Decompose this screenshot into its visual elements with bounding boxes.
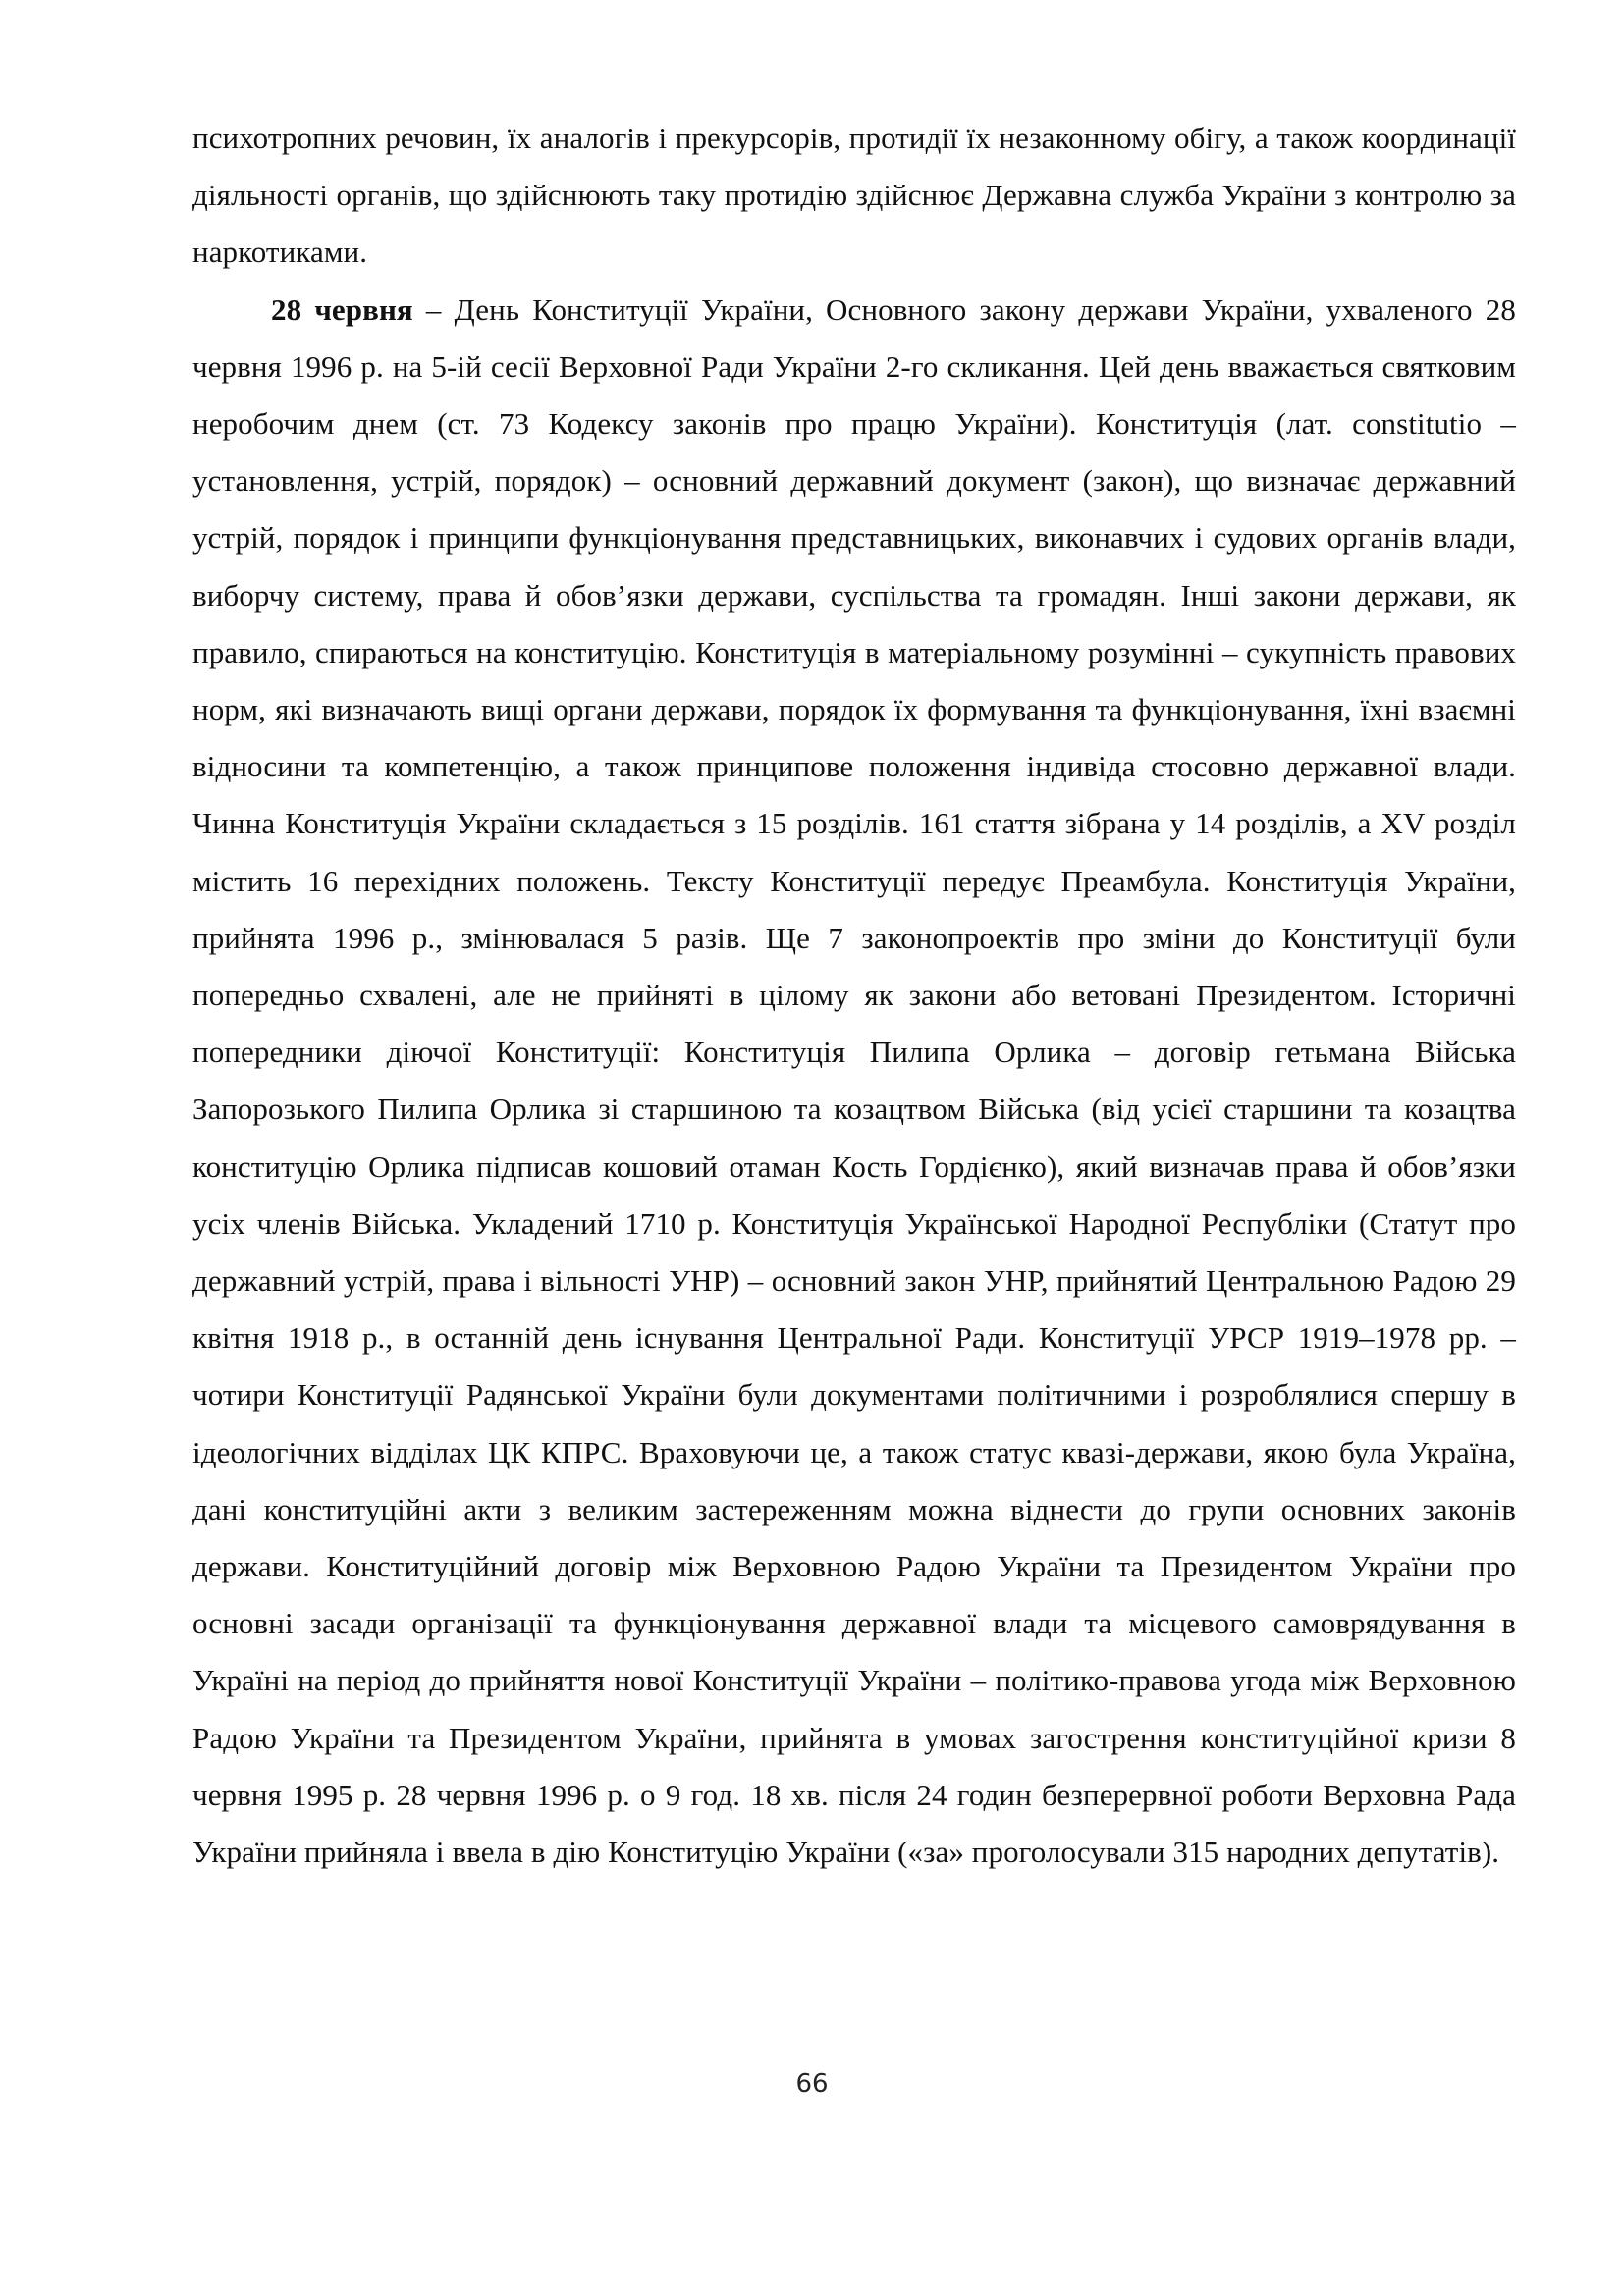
entry-paragraph: [192, 282, 1516, 1882]
entry-date-label: 28 червня: [271, 292, 413, 327]
continuation-paragraph: психотропних речовин, їх аналогів і прекурсорів, протидії їх незаконному обігу, а також координації діяльності органів, що здійснюють таку протидію здійснює Державна служба України з контролю за наркотиками.: [192, 121, 1516, 270]
document-page: [192, 110, 1516, 1881]
page-number: 66: [795, 2069, 829, 2099]
entry-body-text: – День Конституції України, Основного закону держави України, ухваленого 28 червня 1996 р. на 5-ій сесії Верховної Ради України 2-го скликання. Цей день вважається святковим неробочим днем (ст. 73 Кодексу законів про працю України). Конституція (лат. constitutio – установлення, устрій, порядок) – основний державний документ (закон), що визначає державний устрій, порядок і принципи функціонування представницьких, виконавчих і судових органів влади, виборчу систему, права й обов’язки держави, суспільства та громадян. Інші закони держави, як правило, спираються на конституцію. Конституція в матеріальному розумінні – сукупність правових норм, які визначають вищі органи держави, порядок їх формування та функціонування, їхні взаємні відносини та компетенцію, а також принципове положення індивіда стосовно державної влади. Чинна Конституція України складається з 15 розділів. 161 стаття зібрана у 14 розділів, а XV розділ містить 16 перехідних положень. Тексту Конституції передує Преамбула. Конституція України, прийнята 1996 р., змінювалася 5 разів. Ще 7 законопроектів про зміни до Конституції були попередньо схвалені, але не прийняті в цілому як закони або ветовані Президентом. Історичні попередники діючої Конституції: Конституція Пилипа Орлика – договір гетьмана Війська Запорозького Пилипа Орлика зі старшиною та козацтвом Війська (від усієї старшини та козацтва конституцію Орлика підписав кошовий отаман Кость Гордієнко), який визначав права й обов’язки усіх членів Війська. Укладений 1710 р. Конституція Української Народної Республіки (Статут про державний устрій, права і вільності УНР) – основний закон УНР, прийнятий Центральною Радою 29 квітня 1918 р., в останній день існування Центральної Ради. Конституції УРСР 1919–1978 рр. – чотири Конституції Радянської України були документами політичними і розроблялися спершу в ідеологічних відділах ЦК КПРС. Враховуючи це, а також статус квазі-держави, якою була Україна, дані конституційні акти з великим застереженням можна віднести до групи основних законів держави. Конституційний договір між Верховною Радою України та Президентом України про основні засади організації та функціонування державної влади та місцевого самоврядування в Україні на період до прийняття нової Конституції України – політико-правова угода між Верховною Радою України та Президентом України, прийнята в умовах загострення конституційної кризи 8 червня 1995 р. 28 червня 1996 р. о 9 год. 18 хв. після 24 годин безперервної роботи Верховна Рада України прийняла і ввела в дію Конституцію України («за» проголосували 315 народних депутатів).: [192, 292, 1516, 1870]
